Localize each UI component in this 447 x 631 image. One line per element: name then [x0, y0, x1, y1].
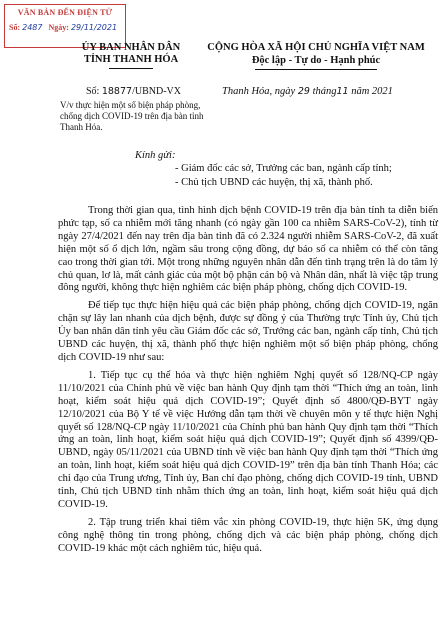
issuer-line-2: TỈNH THANH HÓA	[83, 54, 179, 65]
body-paragraph: 2. Tập trung triển khai tiêm vắc xin phòng COVID-19, thực hiện 5K, ứng dụng công nghệ thông tin trong phòng, chống dịch và các biện pháp phòng, chống dịch COVID-19 khác một cách nghiêm túc, hiệu quả.	[58, 516, 438, 554]
doc-number-suffix: /UBND-VX	[132, 86, 181, 97]
doc-number-prefix: Số:	[86, 86, 100, 97]
country-name: CỘNG HÒA XÃ HỘI CHỦ NGHĨA VIỆT NAM	[207, 42, 425, 53]
document-number	[86, 86, 181, 97]
stamp-ngay-label: Ngày:	[48, 23, 69, 32]
date-day: 29	[297, 86, 310, 97]
date-month: 11	[336, 86, 349, 97]
motto-underline	[255, 69, 377, 70]
date-line	[222, 86, 393, 97]
stamp-title: VĂN BẢN ĐẾN ĐIỆN TỬ	[17, 8, 113, 17]
national-motto-header	[196, 42, 436, 70]
stamp-row	[9, 23, 117, 32]
body-paragraph: Trong thời gian qua, tình hình dịch bệnh COVID-19 trên địa bàn tỉnh ta diễn biến phức tạp, số ca nhiễm mới tăng nhanh (có ngày gần 100 ca nhiễm SARS-CoV-2), tính từ ngày 27/4/2021 đến nay trên địa bàn tỉnh đã có 2.324 người nhiễm SARS-CoV-2, đã xuất hiện một số ổ dịch lớn, ngầm sâu trong cộng đồng, dự báo số ca nhiễm có thể còn tăng cao trong thời gian tới. Một trong những nguyên nhân dẫn đến tình trạng trên là do tâm lý chủ quan, lơ là, mất cảnh giác của một bộ phận cán bộ và Nhân dân, nhất là việc tập trung đông người, không thực hiện nghiêm các biện pháp phòng, chống dịch COVID-19.	[58, 205, 438, 294]
issuer-underline	[109, 68, 153, 69]
issuer-line-1: ỦY BAN NHÂN DÂN	[81, 42, 181, 53]
stamp-so-value: 2487	[22, 23, 43, 32]
body-paragraph: 1. Tiếp tục cụ thể hóa và thực hiện nghiêm Nghị quyết số 128/NQ-CP ngày 11/10/2021 của Chính phủ về việc ban hành Quy định tạm thời “Thích ứng an toàn, linh hoạt, kiểm soát hiệu quả dịch COVID-19”; Quyết định số 4800/QĐ-BYT ngày 12/10/2021 của Bộ Y tế về việc Hướng dẫn tạm thời về chuyên môn y tế thực hiện Nghị quyết số 128/NQ-CP ngày 11/10/2021 của Chính phủ ban hành Quy định tạm thời “Thích ứng an toàn, linh hoạt, kiểm soát hiệu quả dịch COVID-19”; Quyết định số 4399/QĐ-UBND, ngày 05/11/2021 của UBND tỉnh về việc ban hành Quy định tạm thời “Thích ứng an toàn, linh hoạt, kiểm soát hiệu quả dịch COVID-19” trên địa bàn tỉnh Thanh Hóa; các chỉ đạo của Trung ương, Tỉnh ủy, Ban chỉ đạo phòng, chống dịch COVID-19 tỉnh, UBND tỉnh, Chủ tịch UBND tỉnh nhằm thích ứng an toàn, linh hoạt, kiểm soát hiệu quả dịch COVID-19.	[58, 369, 438, 510]
document-body	[58, 205, 438, 561]
date-month-label: tháng	[312, 86, 337, 97]
document-subject: V/v thực hiện một số biện pháp phòng, chống dịch COVID-19 trên địa bàn tỉnh Thanh Hóa.	[60, 100, 204, 132]
recipient-item: - Giám đốc các sở, Trưởng các ban, ngành cấp tỉnh;	[175, 163, 392, 174]
recipients-list	[175, 162, 392, 190]
body-paragraph: Để tiếp tục thực hiện hiệu quả các biện pháp phòng, chống dịch COVID-19, ngăn chặn sự lây lan nhanh của dịch bệnh, được sự đồng ý của Thường trực Tỉnh ủy, Chủ tịch Ủy ban nhân dân tỉnh yêu cầu Giám đốc các sở, Trưởng các ban, ngành cấp tỉnh, Chủ tịch UBND các huyện, thị xã, thành phố thực hiện nghiêm một số biện pháp phòng, chống dịch COVID-19 như sau:	[58, 300, 438, 363]
date-place: Thanh Hóa, ngày	[222, 86, 296, 97]
motto: Độc lập - Tự do - Hạnh phúc	[251, 55, 381, 66]
date-year: năm 2021	[351, 86, 393, 97]
stamp-ngay-value: 29/11/2021	[70, 23, 118, 32]
kinh-gui-label: Kính gửi:	[135, 150, 176, 161]
doc-number-value: 18877	[101, 86, 133, 97]
stamp-so-label: Số:	[9, 23, 21, 32]
recipient-item: - Chủ tịch UBND các huyện, thị xã, thành phố.	[175, 177, 373, 188]
issuer-header	[56, 42, 206, 69]
